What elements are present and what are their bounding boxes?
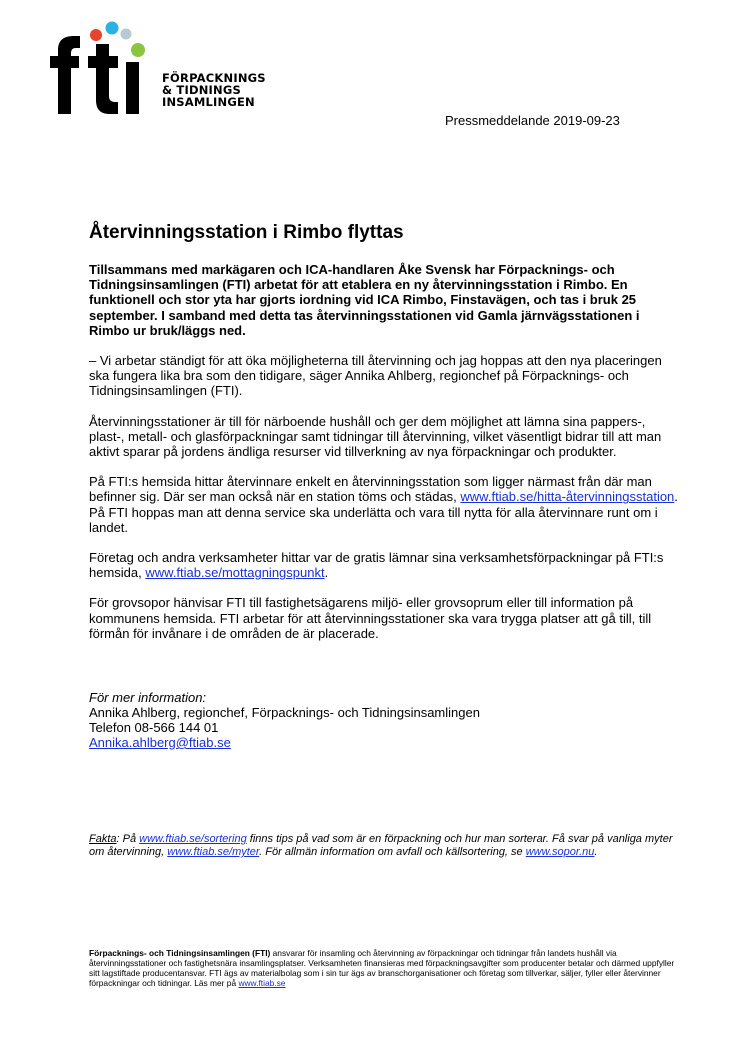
article-body — [89, 262, 679, 656]
fakta-text-3: . För allmän information om avfall och källsortering, se — [259, 846, 526, 858]
fakta-note — [89, 833, 689, 859]
paragraph-website-text-b: . På FTI hoppas man att denna service ska underlätta och vara till nytta för alla återvinnare runt om i landet. — [89, 489, 678, 535]
contact-email-link[interactable]: Annika.ahlberg@ftiab.se — [89, 735, 231, 750]
link-hitta-station[interactable]: www.ftiab.se/hitta-återvinningsstation — [460, 489, 675, 505]
fakta-text-4: . — [594, 846, 598, 858]
link-mottagningspunkt[interactable]: www.ftiab.se/mottagningspunkt — [145, 565, 325, 581]
paragraph-website — [89, 474, 679, 535]
paragraph-companies — [89, 550, 679, 580]
logo-letter-i — [126, 62, 139, 114]
contact-phone: Telefon 08-566 144 01 — [89, 720, 219, 735]
paragraph-companies-text-a: Företag och andra verksamheter hittar var de gratis lämnar sina verksamhetsförpackningar på FTI:s hemsida, — [89, 550, 664, 581]
lead-paragraph: Tillsammans med markägaren och ICA-handlaren Åke Svensk har Förpacknings- och Tidningsinsamlingen (FTI) arbetat för att etablera en ny återvinningsstation i Rimbo. En funktionell och stor yta har gjorts iordning vid ICA Rimbo, Finstavägen, och tas i bruk 25 september. I samband med detta tas återvinningsstationen vid Gamla järnvägsstationen i Rimbo ur bruk/läggs ned. — [89, 262, 640, 338]
page-title: Återvinningsstation i Rimbo flyttas — [89, 222, 404, 243]
contact-heading: För mer information: — [89, 690, 207, 705]
footer-about — [89, 948, 679, 988]
contact-info — [89, 690, 480, 750]
press-release-date: Pressmeddelande 2019-09-23 — [445, 113, 620, 128]
logo-text — [162, 72, 266, 108]
paragraph-quote: – Vi arbetar ständigt för att öka möjligheterna till återvinning och jag hoppas att den nya placeringen ska fungera lika bra som den tidigare, säger Annika Ahlberg, regionchef på Förpacknings- och Tidningsinsamlingen (FTI). — [89, 353, 662, 399]
fti-logo-mark — [46, 20, 166, 120]
logo-text-line2: & TIDNINGS — [162, 83, 241, 97]
footer-link-ftiab[interactable]: www.ftiab.se — [238, 978, 286, 988]
fakta-label: Fakta — [89, 833, 117, 845]
fti-logo — [46, 20, 286, 120]
paragraph-companies-text-b: . — [324, 565, 329, 581]
footer-text: ansvarar för insamling och återvinning av förpackningar och tidningar från landets hushåll via återvinningsstationer och fastighetsnära insamlingsplatser. Verksamheten finansieras med förpackningsavgifter som producenter betalar och därmed uppfyller sitt lagstiftade producentansvar. FTI ägs av materialbolag som i sin tur ägs av branschorganisationer och företag som tillverkar, säljer, fyller eller återvinner förpackningar och tidningar. Läs mer på — [89, 948, 675, 988]
logo-dot-grey — [121, 29, 132, 40]
paragraph-grovsopor: För grovsopor hänvisar FTI till fastighetsägarens miljö- eller grovsoprum eller till information på kommunens hemsida. FTI arbetar för att återvinningsstationer ska vara trygga platser att gå till, till förmån för invånare i de områden de är placerade. — [89, 595, 652, 641]
logo-text-line3: INSAMLINGEN — [162, 95, 255, 109]
logo-dot-red — [90, 29, 102, 41]
footer-bold: Förpacknings- och Tidningsinsamlingen (FTI) — [89, 948, 271, 958]
link-sopor[interactable]: www.sopor.nu — [525, 846, 595, 858]
logo-letter-f — [50, 36, 80, 114]
logo-dot-blue — [106, 22, 119, 35]
logo-text-line1: FÖRPACKNINGS — [162, 71, 266, 85]
fakta-text-1: : På — [116, 833, 140, 845]
link-sortering[interactable]: www.ftiab.se/sortering — [139, 833, 247, 845]
paragraph-website-text-a: På FTI:s hemsida hittar återvinnare enkelt en återvinningsstation som ligger närmast från där man befinner sig. Där ser man också när en station töms och städas, — [89, 474, 652, 505]
contact-name: Annika Ahlberg, regionchef, Förpacknings- och Tidningsinsamlingen — [89, 705, 480, 720]
paragraph-stations: Återvinningsstationer är till för närboende hushåll och ger dem möjlighet att lämna sina pappers-, plast-, metall- och glasförpackningar samt tidningar till återvinning, vilket väsentligt bidrar till att man aktivt sparar på jordens ändliga resurser vid tillverkning av nya förpackningar och produkter. — [89, 413, 662, 460]
logo-dot-green — [131, 43, 145, 57]
link-myter[interactable]: www.ftiab.se/myter — [167, 846, 260, 858]
fakta-text-2: finns tips på vad som är en förpackning och hur man sorterar. Få svar på vanliga myter om återvinning, — [89, 833, 673, 858]
logo-letter-t — [88, 44, 118, 114]
